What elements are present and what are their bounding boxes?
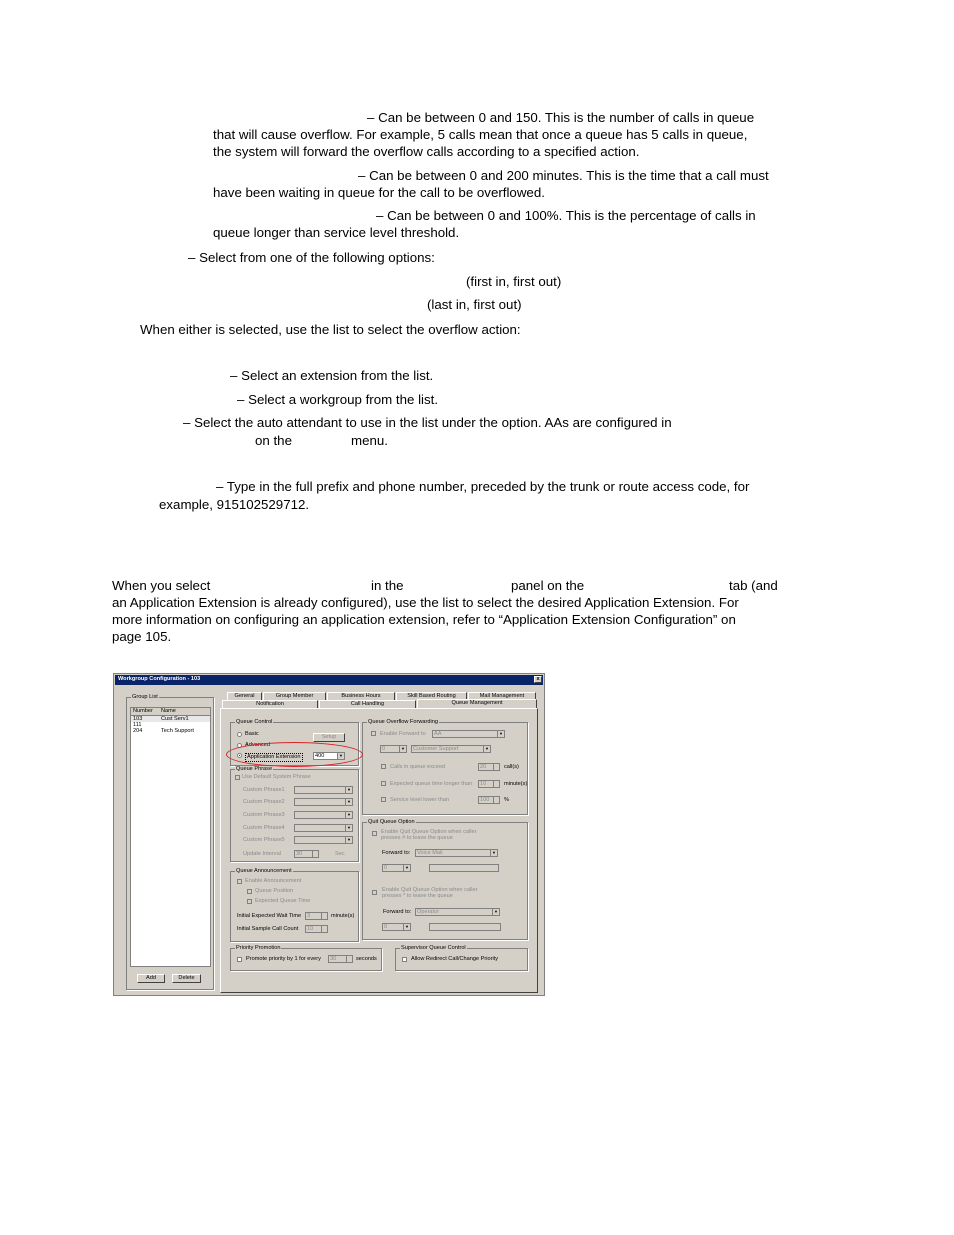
- tab-call-handling[interactable]: Call Handling: [319, 700, 416, 708]
- custom-phrase4-label: Custom Phrase4: [243, 825, 285, 831]
- enable-forward-checkbox[interactable]: [371, 731, 376, 736]
- app-ext-para-b: in the: [371, 578, 404, 593]
- overflow-calls-desc-line1: – Can be between 0 and 150. This is the number of calls in queue: [367, 110, 755, 125]
- delete-button[interactable]: Delete: [172, 974, 201, 983]
- service-lower-label: Service level lower than: [390, 797, 450, 803]
- quit-forward2-select[interactable]: Operator ▼: [415, 908, 500, 916]
- queue-position-label: Queue Position: [255, 888, 294, 894]
- tab-queue-management[interactable]: Queue Management: [417, 699, 537, 708]
- workgroup-option-text: – Select a workgroup from the list.: [237, 392, 439, 407]
- aa-option-text-line1: – Select the auto attendant to use in the list under the option. AAs are configured in: [183, 415, 672, 430]
- chevron-down-icon: ▼: [497, 731, 504, 737]
- table-row[interactable]: 111: [133, 722, 142, 728]
- promote-priority-label: Promote priority by 1 for every: [246, 956, 321, 962]
- app-ext-para-c: panel on the: [511, 578, 585, 593]
- custom-phrase5-label: Custom Phrase5: [243, 837, 285, 843]
- quit-star-label-line2: presses * to leave the queue: [382, 893, 453, 899]
- custom-phrase2-label: Custom Phrase2: [243, 799, 285, 805]
- application-extension-label: Application Extension: [247, 754, 301, 760]
- basic-radio[interactable]: [237, 732, 242, 737]
- app-ext-para-line3: more information on configuring an application extension, refer to “Application Extension Configuration” on: [112, 612, 736, 627]
- update-interval-label: Update Interval: [243, 851, 281, 857]
- application-extension-select[interactable]: 400 ▼: [313, 752, 345, 760]
- custom-phrase3-select[interactable]: [294, 811, 353, 819]
- custom-phrase3-label: Custom Phrase3: [243, 812, 285, 818]
- service-unit-label: %: [504, 797, 509, 803]
- group-list-legend: Group List: [132, 694, 158, 700]
- priority-promotion-legend: Priority Promotion: [236, 945, 281, 951]
- calls-exceed-checkbox[interactable]: [381, 764, 386, 769]
- custom-phrase1-label: Custom Phrase1: [243, 787, 285, 793]
- queue-overflow-legend: Queue Overflow Forwarding: [368, 719, 438, 725]
- seconds-label: seconds: [356, 956, 377, 962]
- chevron-down-icon: ▼: [403, 865, 410, 871]
- tab-business-hours[interactable]: Business Hours: [327, 692, 395, 700]
- queue-position-checkbox[interactable]: [247, 889, 252, 894]
- custom-phrase4-select[interactable]: [294, 824, 353, 832]
- expected-longer-checkbox[interactable]: [381, 781, 386, 786]
- queue-phrase-legend: Queue Phrase: [236, 766, 273, 772]
- custom-phrase2-select[interactable]: [294, 798, 353, 806]
- service-lower-checkbox[interactable]: [381, 797, 386, 802]
- expected-queue-time-label: Expected Queue Time: [255, 898, 311, 904]
- table-row[interactable]: 103 Cust Serv1: [131, 716, 210, 722]
- update-interval-spinner[interactable]: 30: [294, 850, 319, 858]
- chevron-down-icon: ▼: [337, 753, 344, 759]
- supervisor-queue-legend: Supervisor Queue Control: [401, 945, 466, 951]
- overflow-percent-desc-line2: queue longer than service level threshold.: [213, 225, 460, 240]
- promote-priority-checkbox[interactable]: [237, 957, 242, 962]
- custom-phrase5-select[interactable]: [294, 836, 353, 844]
- enable-announcement-checkbox[interactable]: [237, 879, 242, 884]
- queue-announcement-legend: Queue Announcement: [236, 868, 292, 874]
- calls-exceed-spinner[interactable]: 20: [478, 763, 500, 771]
- app-ext-para-line2: an Application Extension is already configured), use the list to select the desired Application Extension. For: [112, 595, 739, 610]
- tab-general[interactable]: General: [227, 692, 262, 700]
- tab-group-member[interactable]: Group Member: [263, 692, 326, 700]
- chevron-down-icon: ▼: [345, 812, 352, 818]
- quit-forward2-number-select[interactable]: 0 ▼: [382, 923, 411, 931]
- group-list[interactable]: [130, 707, 211, 967]
- sec-label: Sec: [335, 851, 345, 857]
- forward-to-select[interactable]: AA ▼: [432, 730, 505, 738]
- aa-option-text-on: on the: [255, 433, 292, 448]
- minutes-label: minute(s): [331, 913, 355, 919]
- select-options-text: – Select from one of the following options:: [188, 250, 435, 265]
- dialog-title: Workgroup Configuration - 103: [118, 676, 201, 682]
- chevron-down-icon: ▼: [483, 746, 490, 752]
- initial-count-spinner[interactable]: 10: [305, 925, 328, 933]
- quit-queue-legend: Quit Queue Option: [368, 819, 415, 825]
- chevron-down-icon: ▼: [345, 787, 352, 793]
- col-name-header[interactable]: Name: [158, 708, 210, 716]
- setup-button[interactable]: Setup: [313, 733, 345, 742]
- chevron-down-icon: ▼: [490, 850, 497, 856]
- overflow-percent-desc-line1: – Can be between 0 and 100%. This is the percentage of calls in: [376, 208, 756, 223]
- chevron-down-icon: ▼: [345, 837, 352, 843]
- use-default-phrase-label: Use Default System Phrase: [242, 774, 311, 780]
- overflow-time-desc-line1: – Can be between 0 and 200 minutes. This is the time that a call must: [358, 168, 769, 183]
- quit-forward2-text[interactable]: [429, 923, 501, 931]
- table-row[interactable]: 204 Tech Support: [133, 728, 194, 734]
- initial-wait-label: Initial Expected Wait Time: [237, 913, 302, 919]
- phone-option-text-line2: example, 915102529712.: [159, 497, 310, 512]
- quit-star-checkbox[interactable]: [372, 890, 377, 895]
- expected-longer-spinner[interactable]: 10: [478, 780, 500, 788]
- quit-hash-label-line1: Enable Quit Queue Option when caller: [381, 829, 477, 835]
- quit-forward-number-select[interactable]: 0 ▼: [382, 864, 411, 872]
- chevron-down-icon: ▼: [345, 825, 352, 831]
- overflow-action-text: When either is selected, use the list to select the overflow action:: [140, 322, 521, 337]
- app-ext-para-d: tab (and: [729, 578, 778, 593]
- expected-unit-label: minute(s): [504, 781, 528, 787]
- tab-skill-based-routing[interactable]: Skill Based Routing: [396, 692, 467, 700]
- chevron-down-icon: ▼: [492, 909, 499, 915]
- expected-longer-label: Expected queue time longer than: [390, 781, 473, 787]
- lifo-text: (last in, first out): [427, 297, 522, 312]
- chevron-down-icon: ▼: [345, 799, 352, 805]
- workgroup-configuration-dialog: [113, 673, 545, 996]
- add-button[interactable]: Add: [137, 974, 165, 983]
- initial-wait-spinner[interactable]: 3: [305, 912, 328, 920]
- col-number-header[interactable]: Number: [131, 708, 159, 716]
- app-ext-para-line4: page 105.: [112, 629, 172, 644]
- tab-mail-management[interactable]: Mail Management: [468, 692, 536, 700]
- aa-option-text-menu: menu.: [351, 433, 388, 448]
- queue-control-legend: Queue Control: [236, 719, 273, 725]
- allow-redirect-checkbox[interactable]: [402, 957, 407, 962]
- fifo-text: (first in, first out): [466, 274, 562, 289]
- overflow-time-desc-line2: have been waiting in queue for the call to be overflowed.: [213, 185, 545, 200]
- use-default-phrase-checkbox[interactable]: [235, 775, 240, 780]
- highlight-oval: [226, 742, 363, 767]
- overflow-calls-desc-line2: that will cause overflow. For example, 5 calls mean that once a queue has 5 calls in queue,: [213, 127, 748, 142]
- enable-announcement-label: Enable Announcement: [245, 878, 302, 884]
- chevron-down-icon: ▼: [403, 924, 410, 930]
- quit-forward-select[interactable]: Voice Mail ▼: [415, 849, 498, 857]
- promote-priority-spinner[interactable]: 30: [328, 955, 353, 963]
- basic-label: Basic: [245, 731, 259, 737]
- title-bar: [115, 675, 543, 685]
- initial-count-label: Initial Sample Call Count: [237, 926, 299, 932]
- quit-hash-label-line2: presses # to leave the queue: [381, 835, 453, 841]
- service-lower-spinner[interactable]: 100: [478, 796, 500, 804]
- forward-number-select[interactable]: 0 ▼: [380, 745, 407, 753]
- phone-option-text-line1: – Type in the full prefix and phone number, preceded by the trunk or route access code, for: [216, 479, 750, 494]
- forward-to2-label: Forward to:: [383, 909, 412, 915]
- forward-destination-select[interactable]: Customer Support ▼: [411, 745, 491, 753]
- chevron-down-icon: ▼: [399, 746, 406, 752]
- overflow-calls-desc-line3: the system will forward the overflow calls according to a specified action.: [213, 144, 640, 159]
- custom-phrase1-select[interactable]: [294, 786, 353, 794]
- expected-queue-time-checkbox[interactable]: [247, 899, 252, 904]
- calls-unit-label: call(s): [504, 764, 519, 770]
- close-button[interactable]: x: [534, 676, 542, 683]
- tab-notification[interactable]: Notification: [222, 700, 318, 708]
- allow-redirect-label: Allow Redirect Call/Change Priority: [411, 956, 499, 962]
- extension-option-text: – Select an extension from the list.: [230, 368, 434, 383]
- quit-hash-checkbox[interactable]: [372, 831, 377, 836]
- quit-star-label-line1: Enable Quit Queue Option when caller: [382, 887, 478, 893]
- forward-to-label: Forward to:: [382, 850, 411, 856]
- quit-forward-text[interactable]: [429, 864, 499, 872]
- advanced-label: Advanced: [245, 742, 270, 748]
- calls-exceed-label: Calls in queue exceed: [390, 764, 446, 770]
- enable-forward-label: Enable Forward to: [380, 731, 426, 737]
- app-ext-para-a: When you select: [112, 578, 211, 593]
